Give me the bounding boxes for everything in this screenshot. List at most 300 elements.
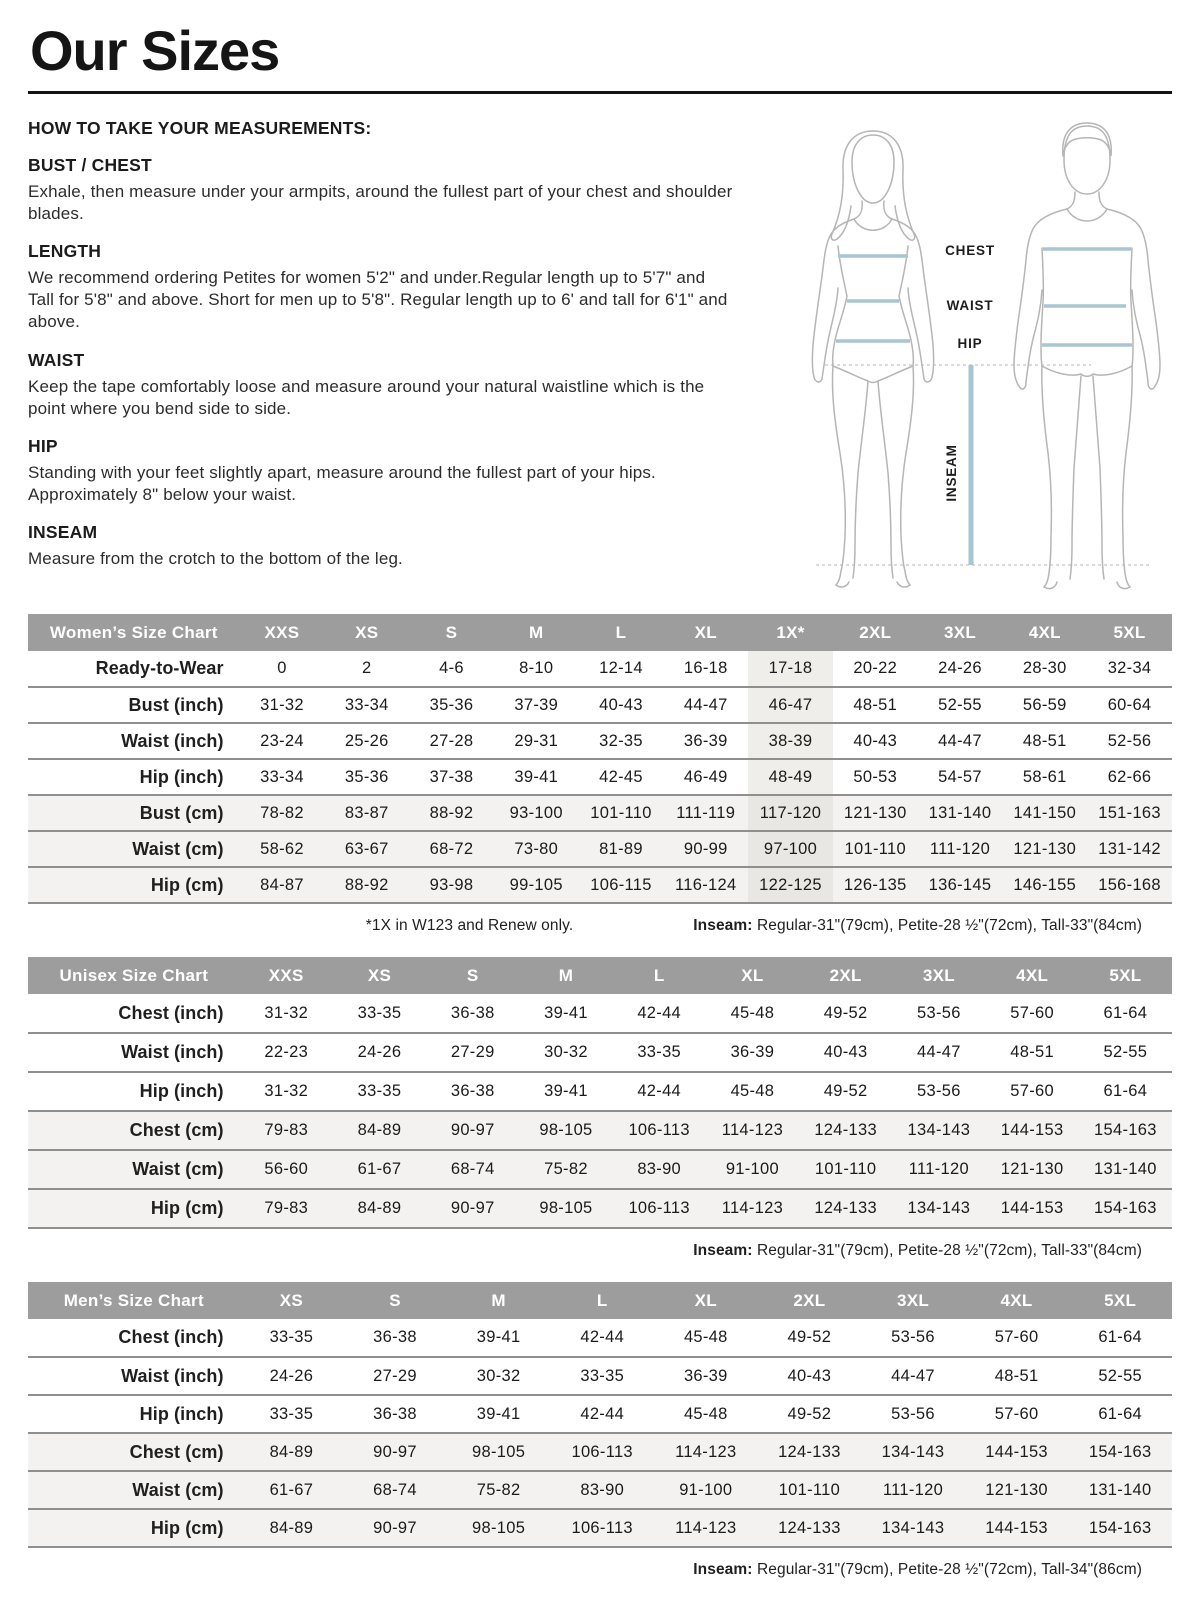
size-table-row: [28, 687, 1172, 723]
size-value-cell: 84-89: [240, 1433, 344, 1471]
size-value-cell: 141-150: [1002, 795, 1087, 831]
size-value-cell: 57-60: [965, 1395, 1069, 1433]
size-value-cell: 40-43: [758, 1357, 862, 1395]
size-value-cell: 99-105: [494, 867, 579, 903]
size-value-cell: 52-55: [918, 687, 1003, 723]
unisex-size-chart-section: [28, 957, 1172, 1260]
size-value-cell: 40-43: [799, 1033, 892, 1072]
size-value-cell: 36-38: [343, 1395, 447, 1433]
measurement-row-label: Waist (cm): [28, 1150, 240, 1189]
size-value-cell: 42-44: [613, 1072, 706, 1111]
size-value-cell: 61-64: [1098, 1328, 1143, 1347]
size-value-cell: 39-41: [519, 1072, 612, 1111]
size-table-row: [28, 867, 1172, 903]
size-value-cell: 36-39: [706, 1033, 799, 1072]
size-value-cell: 35-36: [409, 687, 494, 723]
size-value-cell: 134-143: [861, 1433, 965, 1471]
size-value-cell: 39-41: [447, 1395, 551, 1433]
size-table-row: [28, 795, 1172, 831]
size-value-cell: 57-60: [994, 1328, 1039, 1347]
size-value-cell: 106-113: [550, 1433, 654, 1471]
size-column-header: XXS: [240, 957, 333, 994]
size-table-row: [28, 1033, 1172, 1072]
measurement-instructions-area: [28, 118, 1172, 592]
size-column-header: XL: [663, 614, 748, 651]
size-value-cell: 111-120: [861, 1471, 965, 1509]
size-value-cell: 124-133: [758, 1433, 862, 1471]
size-table-title: Women’s Size Chart: [28, 614, 240, 651]
size-table-row: [28, 1433, 1172, 1471]
size-value-cell: 48-51: [965, 1357, 1069, 1395]
size-value-cell: 81-89: [579, 831, 664, 867]
size-value-cell: 52-55: [1079, 1033, 1172, 1072]
size-value-cell: 101-110: [579, 795, 664, 831]
size-value-cell: 134-143: [892, 1189, 985, 1228]
measurement-row-label: Chest (inch): [118, 1002, 224, 1023]
size-value-cell: 36-39: [654, 1357, 758, 1395]
page-title: Our Sizes: [30, 19, 280, 82]
size-column-header: XS: [324, 614, 409, 651]
size-value-cell: 111-120: [918, 831, 1003, 867]
size-column-header: S: [409, 614, 494, 651]
size-value-cell: 84-87: [240, 867, 325, 903]
measurement-row-label: Waist (inch): [28, 723, 240, 759]
size-value-cell: 73-80: [494, 831, 579, 867]
size-table-row: [28, 1111, 1172, 1150]
womens-size-table: [28, 614, 1172, 904]
size-column-header: 5XL: [1087, 614, 1172, 651]
size-value-cell: 45-48: [683, 1328, 728, 1347]
size-value-cell: 134-143: [892, 1111, 985, 1150]
size-value-cell: 44-47: [861, 1357, 965, 1395]
instructions-heading: HOW TO TAKE YOUR MEASUREMENTS:: [28, 118, 372, 139]
size-column-header: 4XL: [1002, 614, 1087, 651]
size-value-cell: 88-92: [324, 867, 409, 903]
size-value-cell: 131-140: [1079, 1150, 1172, 1189]
size-value-cell: 30-32: [519, 1033, 612, 1072]
size-value-cell: 38-39: [748, 723, 833, 759]
mens-size-chart-section: [28, 1282, 1172, 1579]
size-value-cell: 49-52: [823, 1003, 868, 1022]
size-value-cell: 24-26: [240, 1357, 344, 1395]
size-value-cell: 75-82: [447, 1471, 551, 1509]
section-title: BUST / CHEST: [28, 155, 152, 176]
size-column-header: M: [494, 614, 579, 651]
inseam-footnote-text: Regular-31"(79cm), Petite-28 ½"(72cm), Tall-33"(84cm): [752, 917, 1142, 935]
size-value-cell: 83-87: [324, 795, 409, 831]
size-table-row: [28, 1319, 1172, 1357]
size-value-cell: 45-48: [706, 1072, 799, 1111]
size-value-cell: 91-100: [706, 1150, 799, 1189]
size-value-cell: 90-97: [343, 1433, 447, 1471]
hip-label: HIP: [957, 336, 983, 352]
size-column-header: 4XL: [986, 957, 1079, 994]
size-value-cell: 49-52: [799, 1072, 892, 1111]
size-column-header: M: [447, 1282, 551, 1319]
size-column-header: S: [343, 1282, 447, 1319]
measurement-row-label: Ready-to-Wear: [95, 658, 224, 679]
size-column-header: L: [579, 614, 664, 651]
section-body: Standing with your feet slightly apart, measure around the fullest part of your hips. Approximately 8" below your waist.: [28, 462, 656, 504]
size-value-cell: 114-123: [654, 1509, 758, 1547]
size-value-cell: 154-163: [1079, 1111, 1172, 1150]
size-value-cell: 24-26: [938, 659, 982, 678]
size-table-row: [28, 1357, 1172, 1395]
size-value-cell: 136-145: [918, 867, 1003, 903]
size-value-cell: 121-130: [1002, 831, 1087, 867]
size-value-cell: 42-44: [550, 1395, 654, 1433]
size-value-cell: 42-45: [579, 759, 664, 795]
measurement-row-label: Chest (cm): [28, 1433, 240, 1471]
measurement-row-label: Hip (inch): [28, 759, 240, 795]
size-value-cell: 40-43: [579, 687, 664, 723]
size-value-cell: 32-35: [579, 723, 664, 759]
size-value-cell: 45-48: [654, 1395, 758, 1433]
mens-size-table: [28, 1282, 1172, 1548]
size-value-cell: 29-31: [494, 723, 579, 759]
size-table-title: Unisex Size Chart: [28, 957, 240, 994]
size-value-cell: 33-34: [324, 687, 409, 723]
measurement-diagram: [786, 118, 1168, 592]
size-value-cell: 37-39: [494, 687, 579, 723]
size-value-cell: 36-38: [426, 1072, 519, 1111]
size-value-cell: 39-41: [494, 759, 579, 795]
size-value-cell: 22-23: [240, 1033, 333, 1072]
size-value-cell: 121-130: [986, 1150, 1079, 1189]
size-value-cell: 57-60: [1010, 1003, 1054, 1022]
section-title: WAIST: [28, 349, 85, 370]
size-value-cell: 48-51: [1002, 723, 1087, 759]
section-body: We recommend ordering Petites for women 5'2" and under.Regular length up to 5'7" and Tall for 5'8" and above. Short for men up to 5'8". Regular length up to 6' and tall for 6'1" and above.: [28, 268, 728, 332]
title-divider: [28, 91, 1172, 94]
size-value-cell: 36-39: [663, 723, 748, 759]
size-table-row: [28, 723, 1172, 759]
size-value-cell: 131-142: [1087, 831, 1172, 867]
size-value-cell: 35-36: [324, 759, 409, 795]
size-value-cell: 68-72: [409, 831, 494, 867]
unisex-footnotes: [28, 1242, 1142, 1260]
size-value-cell: 131-140: [1068, 1471, 1172, 1509]
size-value-cell: 114-123: [706, 1111, 799, 1150]
size-column-header: L: [550, 1282, 654, 1319]
measurement-row-label: Hip (inch): [28, 1395, 240, 1433]
size-value-cell: 61-64: [1103, 1003, 1148, 1022]
size-value-cell: 93-100: [494, 795, 579, 831]
size-table-row: [28, 1150, 1172, 1189]
size-value-cell: 8-10: [519, 659, 554, 678]
size-value-cell: 44-47: [918, 723, 1003, 759]
size-value-cell: 42-44: [637, 1003, 682, 1022]
inseam-footnote-label: Inseam:: [693, 1242, 753, 1260]
size-value-cell: 91-100: [654, 1471, 758, 1509]
measurement-row-label: Waist (cm): [28, 1471, 240, 1509]
size-value-cell: 27-28: [409, 723, 494, 759]
size-value-cell: 106-113: [613, 1111, 706, 1150]
size-value-cell: 114-123: [654, 1433, 758, 1471]
size-value-cell: 30-32: [447, 1357, 551, 1395]
size-table-row: [28, 994, 1172, 1033]
measurement-row-label: Hip (inch): [28, 1072, 240, 1111]
size-column-header: 2XL: [833, 614, 918, 651]
size-value-cell: 97-100: [748, 831, 833, 867]
section-title: LENGTH: [28, 241, 102, 262]
size-value-cell: 23-24: [240, 723, 325, 759]
size-value-cell: 106-113: [550, 1509, 654, 1547]
size-value-cell: 63-67: [324, 831, 409, 867]
womens-footnotes: [28, 917, 1142, 935]
size-value-cell: 83-90: [613, 1150, 706, 1189]
size-value-cell: 48-49: [748, 759, 833, 795]
size-value-cell: 90-97: [343, 1509, 447, 1547]
size-column-header: 1X*: [748, 614, 833, 651]
size-value-cell: 68-74: [343, 1471, 447, 1509]
size-column-header: 3XL: [918, 614, 1003, 651]
size-value-cell: 154-163: [1079, 1189, 1172, 1228]
size-value-cell: 101-110: [833, 831, 918, 867]
size-value-cell: 134-143: [861, 1509, 965, 1547]
size-value-cell: 28-30: [1022, 659, 1067, 678]
size-value-cell: 31-32: [240, 687, 325, 723]
size-value-cell: 144-153: [965, 1433, 1069, 1471]
size-value-cell: 106-113: [613, 1189, 706, 1228]
measurement-row-label: Bust (cm): [28, 795, 240, 831]
size-value-cell: 58-61: [1002, 759, 1087, 795]
waist-label: WAIST: [946, 298, 994, 314]
size-table-row: [28, 1072, 1172, 1111]
size-column-header: XL: [654, 1282, 758, 1319]
size-value-cell: 154-163: [1068, 1509, 1172, 1547]
size-value-cell: 56-59: [1002, 687, 1087, 723]
section-waist: [28, 350, 733, 420]
section-title: INSEAM: [28, 521, 98, 542]
size-value-cell: 98-105: [519, 1111, 612, 1150]
measurement-row-label: Hip (cm): [28, 867, 240, 903]
size-value-cell: 42-44: [580, 1328, 625, 1347]
measurement-row-label: Waist (cm): [28, 831, 240, 867]
size-value-cell: 44-47: [663, 687, 748, 723]
size-table-row: [28, 759, 1172, 795]
size-value-cell: 144-153: [986, 1111, 1079, 1150]
size-value-cell: 61-64: [1079, 1072, 1172, 1111]
section-body: Keep the tape comfortably loose and measure around your natural waistline which is the point where you bend side to side.: [28, 376, 705, 418]
size-value-cell: 4-6: [439, 659, 464, 678]
size-value-cell: 16-18: [683, 659, 728, 678]
size-value-cell: 49-52: [787, 1328, 832, 1347]
size-value-cell: 62-66: [1087, 759, 1172, 795]
size-value-cell: 111-119: [663, 795, 748, 831]
size-value-cell: 116-124: [663, 867, 748, 903]
size-column-header: XS: [333, 957, 426, 994]
size-value-cell: 48-51: [833, 687, 918, 723]
chest-label: CHEST: [945, 243, 995, 259]
size-value-cell: 53-56: [891, 1328, 935, 1347]
size-value-cell: 106-115: [579, 867, 664, 903]
size-value-cell: 40-43: [833, 723, 918, 759]
size-value-cell: 46-47: [748, 687, 833, 723]
size-value-cell: 90-97: [426, 1189, 519, 1228]
size-value-cell: 90-97: [426, 1111, 519, 1150]
size-value-cell: 79-83: [240, 1189, 333, 1228]
size-value-cell: 156-168: [1087, 867, 1172, 903]
size-value-cell: 31-32: [240, 1072, 333, 1111]
size-value-cell: 61-67: [333, 1150, 426, 1189]
instructions-column: [28, 118, 733, 570]
size-value-cell: 98-105: [447, 1433, 551, 1471]
size-value-cell: 53-56: [892, 1072, 985, 1111]
size-value-cell: 124-133: [799, 1111, 892, 1150]
size-value-cell: 25-26: [324, 723, 409, 759]
size-value-cell: 0: [277, 659, 287, 678]
size-value-cell: 33-35: [550, 1357, 654, 1395]
measurement-row-label: Chest (inch): [118, 1327, 224, 1348]
measurement-row-label: Waist (inch): [28, 1357, 240, 1395]
size-column-header: 5XL: [1068, 1282, 1172, 1319]
size-value-cell: 79-83: [240, 1111, 333, 1150]
size-column-header: 5XL: [1079, 957, 1172, 994]
size-value-cell: 52-55: [1068, 1357, 1172, 1395]
size-value-cell: 84-89: [333, 1189, 426, 1228]
size-value-cell: 54-57: [918, 759, 1003, 795]
size-value-cell: 154-163: [1068, 1433, 1172, 1471]
size-column-header: L: [613, 957, 706, 994]
size-value-cell: 61-64: [1068, 1395, 1172, 1433]
size-value-cell: 33-35: [333, 1072, 426, 1111]
female-figure-outline: [812, 131, 933, 587]
unisex-size-table: [28, 957, 1172, 1229]
size-value-cell: 131-140: [918, 795, 1003, 831]
size-value-cell: 98-105: [519, 1189, 612, 1228]
size-table-row: [28, 1509, 1172, 1547]
size-value-cell: 31-32: [264, 1003, 309, 1022]
size-value-cell: 36-38: [450, 1003, 495, 1022]
size-value-cell: 39-41: [544, 1003, 588, 1022]
inseam-footnote-text: Regular-31"(79cm), Petite-28 ½"(72cm), Tall-33"(84cm): [752, 1242, 1142, 1260]
size-value-cell: 124-133: [758, 1509, 862, 1547]
size-value-cell: 27-29: [343, 1357, 447, 1395]
section-title: HIP: [28, 435, 58, 456]
size-value-cell: 46-49: [663, 759, 748, 795]
size-column-header: XS: [240, 1282, 344, 1319]
size-value-cell: 33-34: [240, 759, 325, 795]
size-value-cell: 57-60: [986, 1072, 1079, 1111]
size-value-cell: 27-29: [426, 1033, 519, 1072]
size-value-cell: 93-98: [409, 867, 494, 903]
inseam-footnote-label: Inseam:: [693, 1561, 753, 1579]
size-value-cell: 121-130: [833, 795, 918, 831]
size-column-header: 3XL: [861, 1282, 965, 1319]
size-value-cell: 20-22: [853, 659, 898, 678]
size-table-row: [28, 1189, 1172, 1228]
size-value-cell: 144-153: [965, 1509, 1069, 1547]
section-length: [28, 241, 733, 333]
mens-footnotes: [28, 1561, 1142, 1579]
size-value-cell: 53-56: [917, 1003, 961, 1022]
size-value-cell: 101-110: [799, 1150, 892, 1189]
section-hip: [28, 436, 733, 506]
size-column-header: M: [519, 957, 612, 994]
size-column-header: XXS: [240, 614, 325, 651]
mens-inseam-footnote: [693, 1561, 1142, 1579]
inseam-footnote-label: Inseam:: [693, 917, 753, 935]
size-value-cell: 121-130: [965, 1471, 1069, 1509]
size-value-cell: 45-48: [730, 1003, 775, 1022]
size-table-row: [28, 651, 1172, 687]
size-value-cell: 124-133: [799, 1189, 892, 1228]
size-value-cell: 56-60: [240, 1150, 333, 1189]
size-value-cell: 146-155: [1002, 867, 1087, 903]
size-value-cell: 88-92: [409, 795, 494, 831]
size-value-cell: 33-35: [357, 1003, 402, 1022]
size-value-cell: 36-38: [373, 1328, 417, 1347]
size-column-header: XL: [706, 957, 799, 994]
size-column-header: S: [426, 957, 519, 994]
size-value-cell: 84-89: [240, 1509, 344, 1547]
size-value-cell: 83-90: [550, 1471, 654, 1509]
measurement-row-label: Waist (inch): [28, 1033, 240, 1072]
section-body: Exhale, then measure under your armpits, around the fullest part of your chest and shoulder blades.: [28, 182, 733, 224]
size-column-header: 2XL: [758, 1282, 862, 1319]
size-value-cell: 33-35: [269, 1328, 314, 1347]
size-value-cell: 111-120: [892, 1150, 985, 1189]
size-value-cell: 75-82: [519, 1150, 612, 1189]
size-value-cell: 151-163: [1087, 795, 1172, 831]
size-value-cell: 37-38: [409, 759, 494, 795]
womens-1x-footnote: *1X in W123 and Renew only.: [365, 917, 574, 935]
size-value-cell: 58-62: [240, 831, 325, 867]
size-value-cell: 144-153: [986, 1189, 1079, 1228]
size-value-cell: 122-125: [748, 867, 833, 903]
measurement-row-label: Bust (inch): [28, 687, 240, 723]
section-bust-chest: [28, 155, 733, 225]
size-value-cell: 17-18: [748, 651, 833, 687]
size-table-row: [28, 831, 1172, 867]
size-value-cell: 49-52: [758, 1395, 862, 1433]
measurement-row-label: Chest (cm): [28, 1111, 240, 1150]
measurement-row-label: Hip (cm): [28, 1509, 240, 1547]
size-value-cell: 32-34: [1107, 659, 1152, 678]
size-value-cell: 44-47: [892, 1033, 985, 1072]
size-value-cell: 84-89: [333, 1111, 426, 1150]
inseam-footnote-text: Regular-31"(79cm), Petite-28 ½"(72cm), Tall-34"(86cm): [752, 1561, 1142, 1579]
size-value-cell: 2: [362, 659, 372, 678]
size-table-row: [28, 1395, 1172, 1433]
inseam-label: INSEAM: [944, 444, 959, 502]
size-value-cell: 12-14: [599, 659, 643, 678]
size-value-cell: 24-26: [333, 1033, 426, 1072]
measurement-row-label: Hip (cm): [28, 1189, 240, 1228]
size-column-header: 3XL: [892, 957, 985, 994]
unisex-inseam-footnote: [693, 1242, 1142, 1260]
size-value-cell: 48-51: [986, 1033, 1079, 1072]
size-value-cell: 90-99: [663, 831, 748, 867]
size-value-cell: 53-56: [861, 1395, 965, 1433]
size-value-cell: 33-35: [240, 1395, 344, 1433]
size-value-cell: 114-123: [706, 1189, 799, 1228]
size-value-cell: 50-53: [833, 759, 918, 795]
size-value-cell: 61-67: [240, 1471, 344, 1509]
size-value-cell: 117-120: [748, 795, 833, 831]
size-column-header: 4XL: [965, 1282, 1069, 1319]
section-body: Measure from the crotch to the bottom of the leg.: [28, 548, 403, 568]
size-value-cell: 60-64: [1087, 687, 1172, 723]
male-figure-outline: [1014, 123, 1160, 589]
size-table-row: [28, 1471, 1172, 1509]
section-inseam: [28, 522, 733, 570]
size-table-title: Men’s Size Chart: [28, 1282, 240, 1319]
body-figures-illustration: [786, 118, 1168, 592]
size-value-cell: 52-56: [1087, 723, 1172, 759]
womens-size-chart-section: [28, 614, 1172, 935]
